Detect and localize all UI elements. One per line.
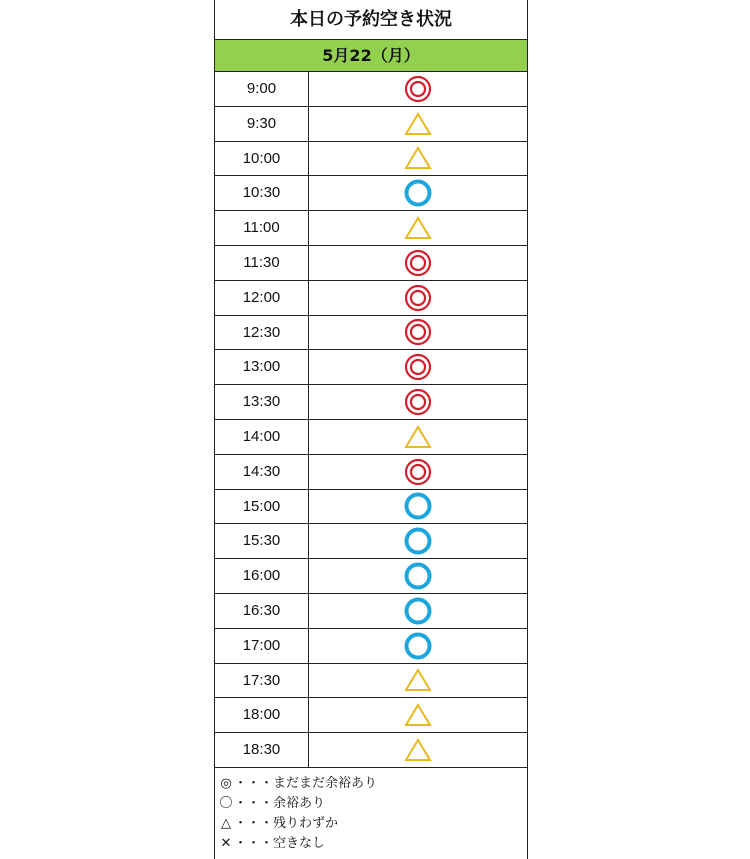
triangle-icon [403, 422, 433, 452]
slot-status [309, 316, 527, 350]
slot-status [309, 246, 527, 280]
slot-row [215, 594, 527, 629]
slot-time: 14:30 [215, 455, 309, 489]
page-title: 本日の予約空き状況 [215, 0, 527, 40]
slot-row [215, 385, 527, 420]
slot-time: 11:30 [215, 246, 309, 280]
slot-time: 9:00 [215, 72, 309, 106]
double-circle-icon [403, 317, 433, 347]
slot-row [215, 176, 527, 211]
legend-symbol: ✕ [220, 835, 232, 851]
slot-row [215, 211, 527, 246]
circle-icon [403, 491, 433, 521]
triangle-icon [403, 213, 433, 243]
legend-text: ・・・空きなし [234, 835, 326, 851]
legend-item [218, 814, 527, 834]
slot-status [309, 629, 527, 663]
slot-status [309, 455, 527, 489]
slot-time: 15:00 [215, 490, 309, 524]
slot-row [215, 350, 527, 385]
slot-time: 13:30 [215, 385, 309, 419]
circle-icon [403, 561, 433, 591]
slot-row [215, 524, 527, 559]
date-header: 5月22（月） [215, 40, 527, 72]
slot-status [309, 211, 527, 245]
slot-row [215, 733, 527, 768]
slot-time: 12:30 [215, 316, 309, 350]
legend-symbol: 〇 [219, 795, 233, 811]
slot-row [215, 455, 527, 490]
slot-table [215, 72, 527, 768]
legend-text: ・・・まだまだ余裕あり [234, 775, 378, 791]
double-circle-icon [403, 74, 433, 104]
triangle-icon [403, 143, 433, 173]
slot-row [215, 664, 527, 699]
slot-status [309, 524, 527, 558]
slot-status [309, 72, 527, 106]
legend-item [218, 834, 527, 854]
slot-time: 9:30 [215, 107, 309, 141]
triangle-icon [403, 735, 433, 765]
slot-status [309, 490, 527, 524]
circle-icon [403, 526, 433, 556]
triangle-icon [403, 700, 433, 730]
slot-status [309, 281, 527, 315]
legend-symbol: ◎ [220, 775, 232, 791]
slot-time: 11:00 [215, 211, 309, 245]
slot-time: 16:00 [215, 559, 309, 593]
slot-time: 12:00 [215, 281, 309, 315]
legend [215, 768, 527, 854]
legend-text: ・・・余裕あり [234, 795, 326, 811]
slot-status [309, 594, 527, 628]
double-circle-icon [403, 283, 433, 313]
slot-status [309, 733, 527, 767]
slot-time: 15:30 [215, 524, 309, 558]
slot-time: 14:00 [215, 420, 309, 454]
triangle-icon [403, 109, 433, 139]
double-circle-icon [403, 352, 433, 382]
double-circle-icon [403, 248, 433, 278]
slot-time: 13:00 [215, 350, 309, 384]
slot-time: 17:30 [215, 664, 309, 698]
legend-item [218, 794, 527, 814]
double-circle-icon [403, 387, 433, 417]
legend-item [218, 774, 527, 794]
slot-status [309, 385, 527, 419]
slot-row [215, 490, 527, 525]
slot-time: 10:30 [215, 176, 309, 210]
slot-row [215, 420, 527, 455]
slot-row [215, 107, 527, 142]
slot-status [309, 664, 527, 698]
double-circle-icon [403, 457, 433, 487]
triangle-icon [403, 665, 433, 695]
circle-icon [403, 596, 433, 626]
slot-status [309, 142, 527, 176]
slot-time: 18:00 [215, 698, 309, 732]
slot-row [215, 316, 527, 351]
slot-time: 17:00 [215, 629, 309, 663]
slot-row [215, 559, 527, 594]
slot-status [309, 420, 527, 454]
availability-sheet [214, 0, 528, 859]
slot-row [215, 698, 527, 733]
slot-status [309, 350, 527, 384]
slot-status [309, 698, 527, 732]
slot-row [215, 629, 527, 664]
slot-row [215, 246, 527, 281]
slot-row [215, 72, 527, 107]
slot-time: 16:30 [215, 594, 309, 628]
slot-time: 10:00 [215, 142, 309, 176]
slot-time: 18:30 [215, 733, 309, 767]
circle-icon [403, 178, 433, 208]
slot-status [309, 559, 527, 593]
circle-icon [403, 631, 433, 661]
slot-row [215, 142, 527, 177]
slot-status [309, 107, 527, 141]
slot-row [215, 281, 527, 316]
legend-symbol: △ [221, 815, 231, 831]
legend-text: ・・・残りわずか [234, 815, 339, 831]
slot-status [309, 176, 527, 210]
